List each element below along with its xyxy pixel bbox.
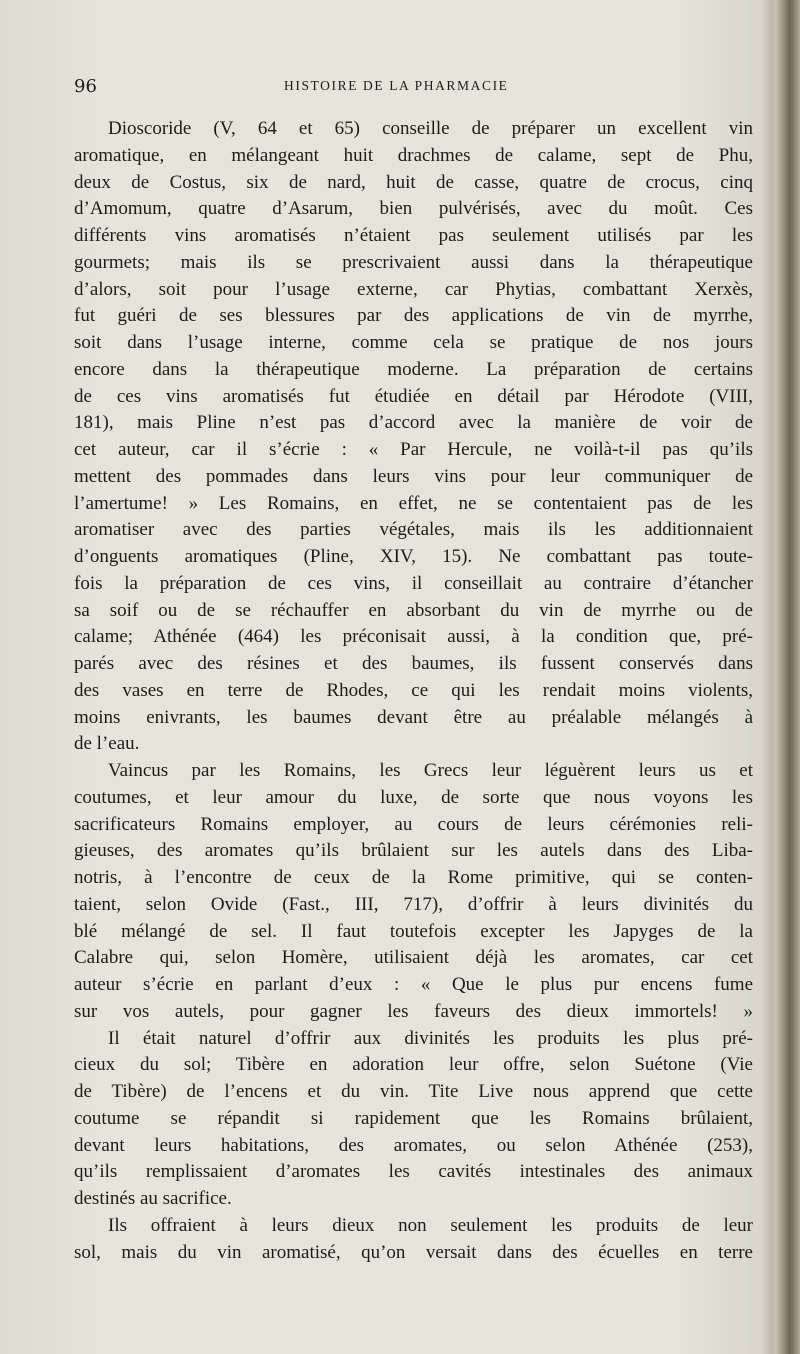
text-line: sa soif ou de se réchauffer en absorbant du vin de myrrhe ou de	[74, 599, 753, 621]
text-line: de l’eau.	[74, 733, 140, 755]
text-line: d’onguents aromatiques (Pline, XIV, 15). Ne combattant pas toute-	[74, 546, 753, 567]
text-line: sacrificateurs Romains employer, au cours de leurs cérémonies reli-	[74, 813, 753, 835]
text-line: différents vins aromatisés n’étaient pas seulement utilisés par les	[74, 225, 753, 246]
text-line: taient, selon Ovide (Fast., III, 717), d’offrir à leurs divinités du	[74, 893, 753, 915]
text-line: de Tibère) de l’encens et du vin. Tite Live nous apprend que cette	[74, 1081, 753, 1102]
text-line: mettent des pommades dans leurs vins pour leur communiquer de	[74, 465, 753, 487]
text-line: des vases en terre de Rhodes, ce qui les rendait moins violents,	[74, 679, 753, 701]
text-line: d’alors, soit pour l’usage externe, car Phytias, combattant Xerxès,	[74, 278, 753, 300]
page-header	[74, 76, 754, 100]
text-line: aromatiser avec des parties végétales, mais ils les additionnaient	[74, 519, 753, 541]
text-line: fut guéri de ses blessures par des applications de vin de myrrhe,	[74, 305, 753, 327]
text-line: coutumes, et leur amour du luxe, de sorte que nous voyons les	[74, 786, 753, 808]
page-edge-shadow	[760, 0, 774, 1354]
text-line: cieux du sol; Tibère en adoration leur offre, selon Suétone (Vie	[74, 1054, 753, 1076]
text-line: calame; Athénée (464) les préconisait aussi, à la condition que, pré-	[74, 626, 753, 648]
body-text	[74, 116, 753, 1266]
text-line: Dioscoride (V, 64 et 65) conseille de préparer un excellent vin	[108, 118, 753, 139]
text-line: de ces vins aromatisés fut étudiée en détail par Hérodote (VIII,	[74, 385, 753, 407]
page-edge	[774, 0, 800, 1354]
text-line: coutume se répandit si rapidement que les Romains brûlaient,	[74, 1107, 753, 1129]
text-line: l’amertume! » Les Romains, en effet, ne se contentaient pas de les	[74, 492, 753, 514]
text-line: Vaincus par les Romains, les Grecs leur léguèrent leurs us et	[108, 760, 753, 781]
text-line: deux de Costus, six de nard, huit de casse, quatre de crocus, cinq	[74, 171, 753, 193]
text-line: sur vos autels, pour gagner les faveurs des dieux immortels! »	[74, 1000, 753, 1022]
text-line: encore dans la thérapeutique moderne. La préparation de certains	[74, 358, 753, 380]
text-line: Il était naturel d’offrir aux divinités les produits les plus pré-	[108, 1027, 753, 1049]
text-line: destinés au sacrifice.	[74, 1188, 232, 1209]
text-line: Ils offraient à leurs dieux non seulement les produits de leur	[108, 1214, 753, 1236]
text-line: devant leurs habitations, des aromates, ou selon Athénée (253),	[74, 1134, 753, 1156]
text-line: sol, mais du vin aromatisé, qu’on versait dans des écuelles en terre	[74, 1241, 753, 1263]
text-line: Calabre qui, selon Homère, utilisaient déjà les aromates, car cet	[74, 947, 753, 969]
text-line: gieuses, des aromates qu’ils brûlaient sur les autels dans des Liba-	[74, 840, 753, 862]
text-line: fois la préparation de ces vins, il conseillait au contraire d’étancher	[74, 572, 753, 594]
text-line: soit dans l’usage interne, comme cela se pratique de nos jours	[74, 332, 753, 353]
text-line: moins enivrants, les baumes devant être au préalable mélangés à	[74, 706, 753, 728]
text-line: qu’ils remplissaient d’aromates les cavités intestinales des animaux	[74, 1161, 753, 1183]
page-number: 96	[74, 76, 97, 97]
running-head: HISTOIRE DE LA PHARMACIE	[284, 78, 509, 93]
text-line: 181), mais Pline n’est pas d’accord avec la manière de voir de	[74, 412, 753, 434]
text-line: parés avec des résines et des baumes, ils fussent conservés dans	[74, 653, 753, 674]
text-line: d’Amomum, quatre d’Asarum, bien pulvérisés, avec du moût. Ces	[74, 198, 753, 220]
text-line: cet auteur, car il s’écrie : « Par Hercule, ne voilà-t-il pas qu’ils	[74, 439, 753, 460]
text-line: blé mélangé de sel. Il faut toutefois excepter les Japyges de la	[74, 920, 753, 942]
text-line: notris, à l’encontre de ceux de la Rome primitive, qui se conten-	[74, 867, 753, 888]
text-line: auteur s’écrie en parlant d’eux : « Que le plus pur encens fume	[74, 974, 753, 995]
text-line: aromatique, en mélangeant huit drachmes de calame, sept de Phu,	[74, 144, 753, 166]
text-line: gourmets; mais ils se prescrivaient aussi dans la thérapeutique	[74, 251, 753, 273]
